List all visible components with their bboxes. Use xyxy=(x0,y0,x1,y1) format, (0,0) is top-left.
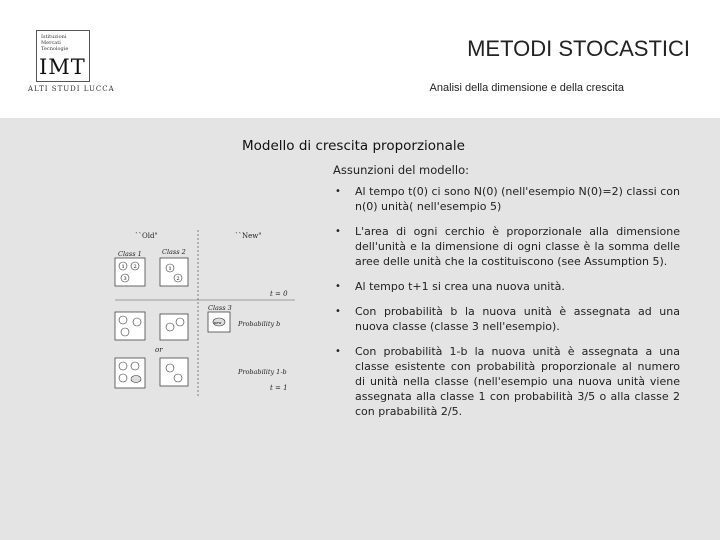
t1-label: t = 1 xyxy=(270,384,288,392)
logo-name: IMT xyxy=(39,55,86,79)
class1-box-b xyxy=(115,312,145,340)
bullet-icon: • xyxy=(335,281,341,292)
list-item: • Al tempo t(0) ci sono N(0) (nell'esempio N(0)=2) classi con n(0) unità( nell'esempio 5) xyxy=(335,185,680,213)
bullet-icon: • xyxy=(335,226,341,237)
class1-label: Class 1 xyxy=(118,250,142,258)
class1-box-1b xyxy=(115,358,145,388)
new-label: ``New" xyxy=(235,232,262,240)
unit-label: 2 xyxy=(176,276,180,282)
slide-title: METODI STOCASTICI xyxy=(467,36,690,61)
unit-label: 1 xyxy=(121,264,125,270)
list-item: • Con probabilità 1-b la nuova unità è assegnata a una classe esistente con probabilità proporzionale al numero di unità nella classe (nell'esempio una nuova unità viene assegnata alla classe 1 con probabilità 3/5 o alla classe 2 con prababilità 2/5. xyxy=(335,345,680,418)
slide-content xyxy=(0,118,720,540)
bullet-icon: • xyxy=(335,306,341,317)
unit-label: 1 xyxy=(168,266,172,272)
list-item: • L'area di ogni cerchio è proporzionale alla dimensione dell'unità e la dimensione di ogni classe è la somma delle aree delle unità che la costituiscono (see Assumption 5). xyxy=(335,225,680,268)
class2-box-t0 xyxy=(160,258,188,286)
slide-header xyxy=(0,0,720,118)
slide-subtitle: Analisi della dimensione e della crescita xyxy=(429,82,624,94)
class2-box-1b xyxy=(160,358,188,386)
unit-label: 2 xyxy=(133,264,137,270)
class1-box-t0 xyxy=(115,258,145,286)
probability-1b-label: Probability 1-b xyxy=(238,368,287,376)
or-label: or xyxy=(155,346,163,354)
list-item: • Al tempo t+1 si crea una nuova unità. xyxy=(335,280,565,293)
growth-model-diagram xyxy=(110,228,310,408)
assumptions-list xyxy=(335,184,680,429)
list-item: • Con probabilità b la nuova unità è assegnata ad una nuova classe (classe 3 nell'esempio). xyxy=(335,305,680,333)
bullet-icon: • xyxy=(335,346,341,357)
unit-label: 3 xyxy=(123,276,127,282)
new-unit-label: new xyxy=(214,321,222,325)
new-unit-circle xyxy=(131,376,141,383)
logo-institution-text: Istituzioni Mercati Tecnologie xyxy=(41,34,69,52)
old-label: ``Old" xyxy=(135,232,158,240)
logo-subtitle: ALTI STUDI LUCCA xyxy=(28,85,115,93)
t0-label: t = 0 xyxy=(270,290,288,298)
assumptions-label: Assunzioni del modello: xyxy=(333,163,469,177)
bullet-icon: • xyxy=(335,186,341,197)
class3-label: Class 3 xyxy=(208,304,232,312)
imt-logo xyxy=(36,30,90,82)
section-title: Modello di crescita proporzionale xyxy=(242,138,465,154)
probability-b-label: Probability b xyxy=(238,320,281,328)
class2-label: Class 2 xyxy=(162,248,186,256)
